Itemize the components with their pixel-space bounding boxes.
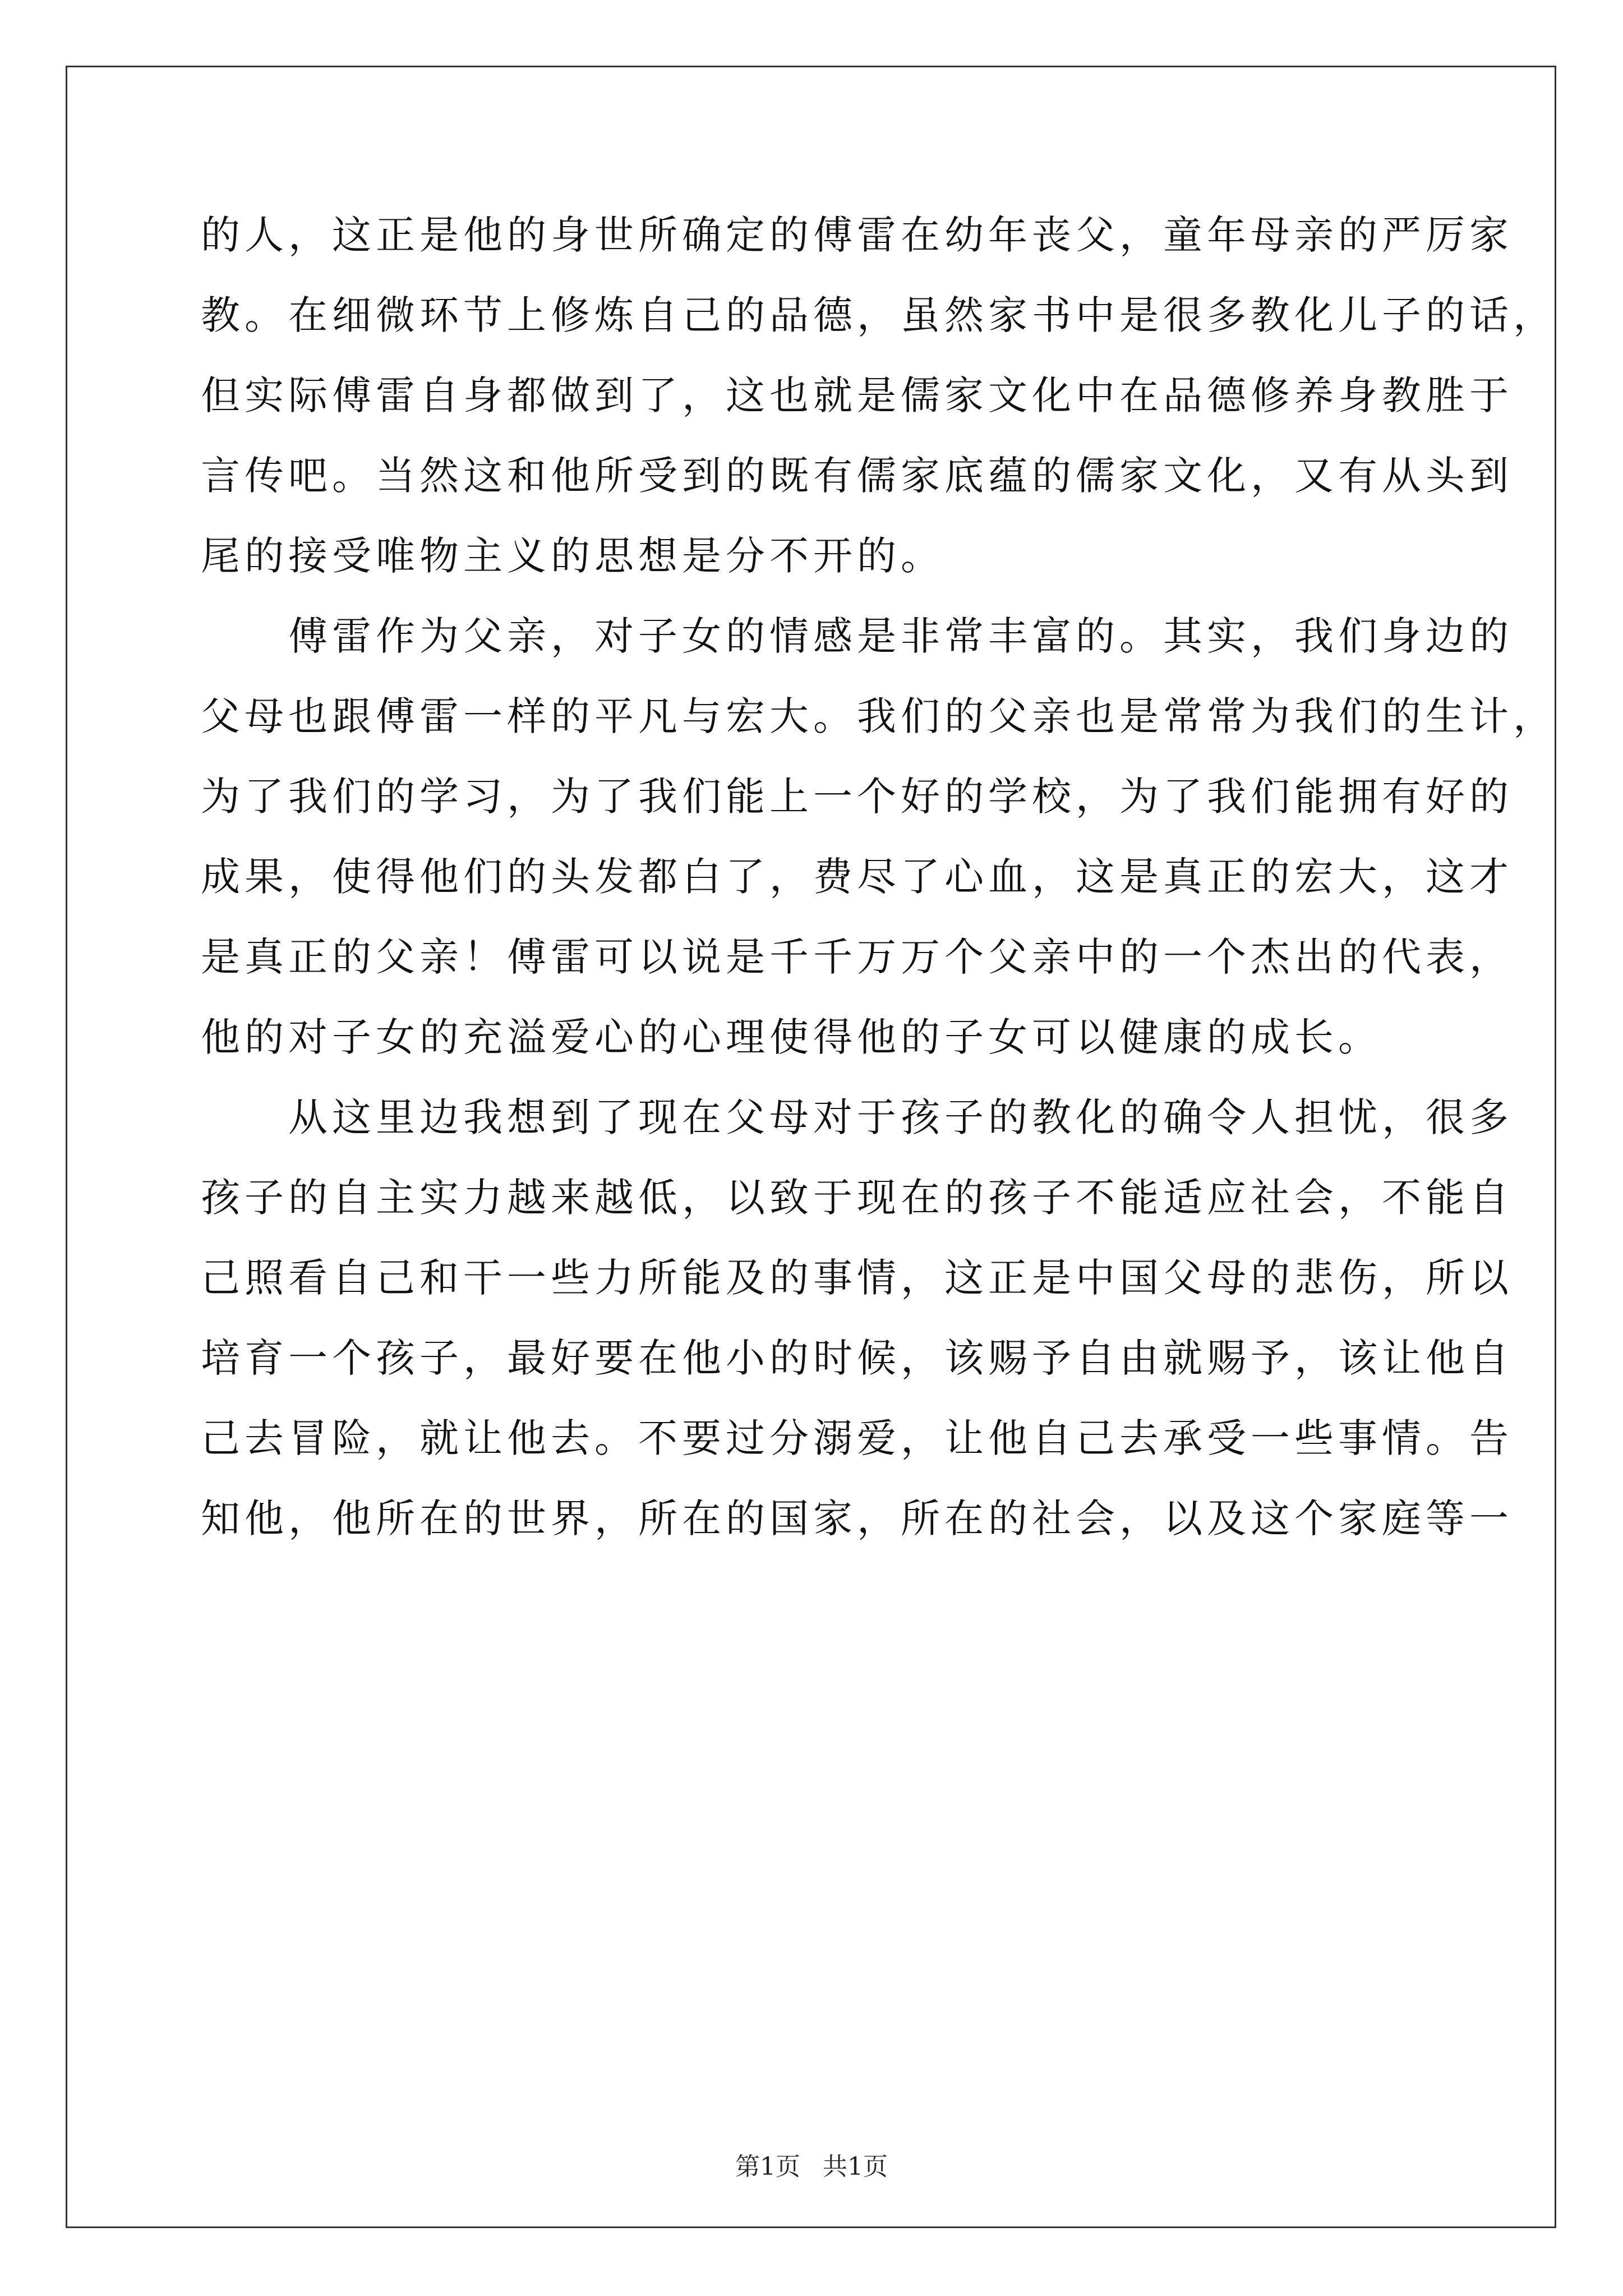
text-line: 言传吧。当然这和他所受到的既有儒家底蕴的儒家文化，又有从头到 bbox=[201, 453, 1513, 499]
page-number-current: 第1页 bbox=[735, 2152, 800, 2181]
text-line: 教。在细微环节上修炼自己的品德，虽然家书中是很多教化儿子的话， bbox=[201, 292, 1557, 338]
text-line: 成果，使得他们的头发都白了，费尽了心血，这是真正的宏大，这才 bbox=[201, 854, 1513, 900]
text-line: 尾的接受唯物主义的思想是分不开的。 bbox=[201, 533, 944, 579]
text-line: 知他，他所在的世界，所在的国家，所在的社会，以及这个家庭等一 bbox=[201, 1496, 1513, 1542]
text-line: 己照看自己和干一些力所能及的事情，这正是中国父母的悲伤，所以 bbox=[201, 1255, 1513, 1301]
text-line: 孩子的自主实力越来越低，以致于现在的孩子不能适应社会，不能自 bbox=[201, 1175, 1513, 1221]
text-line: 他的对子女的充溢爱心的心理使得他的子女可以健康的成长。 bbox=[201, 1014, 1382, 1060]
text-line: 的人，这正是他的身世所确定的傅雷在幼年丧父，童年母亲的严厉家 bbox=[201, 212, 1513, 258]
text-line: 为了我们的学习，为了我们能上一个好的学校，为了我们能拥有好的 bbox=[201, 774, 1513, 820]
text-line: 培育一个孩子，最好要在他小的时候，该赐予自由就赐予，该让他自 bbox=[201, 1335, 1513, 1381]
text-line: 父母也跟傅雷一样的平凡与宏大。我们的父亲也是常常为我们的生计， bbox=[201, 693, 1557, 739]
text-line: 傅雷作为父亲，对子女的情感是非常丰富的。其实，我们身边的 bbox=[201, 613, 1513, 659]
text-line: 从这里边我想到了现在父母对于孩子的教化的确令人担忧，很多 bbox=[201, 1094, 1513, 1140]
text-line: 但实际傅雷自身都做到了，这也就是儒家文化中在品德修养身教胜于 bbox=[201, 372, 1513, 418]
text-line: 己去冒险，就让他去。不要过分溺爱，让他自己去承受一些事情。告 bbox=[201, 1415, 1513, 1461]
page-number-total: 共1页 bbox=[823, 2152, 888, 2181]
text-line: 是真正的父亲！傅雷可以说是千千万万个父亲中的一个杰出的代表， bbox=[201, 934, 1513, 980]
page-footer bbox=[0, 2146, 1623, 2182]
